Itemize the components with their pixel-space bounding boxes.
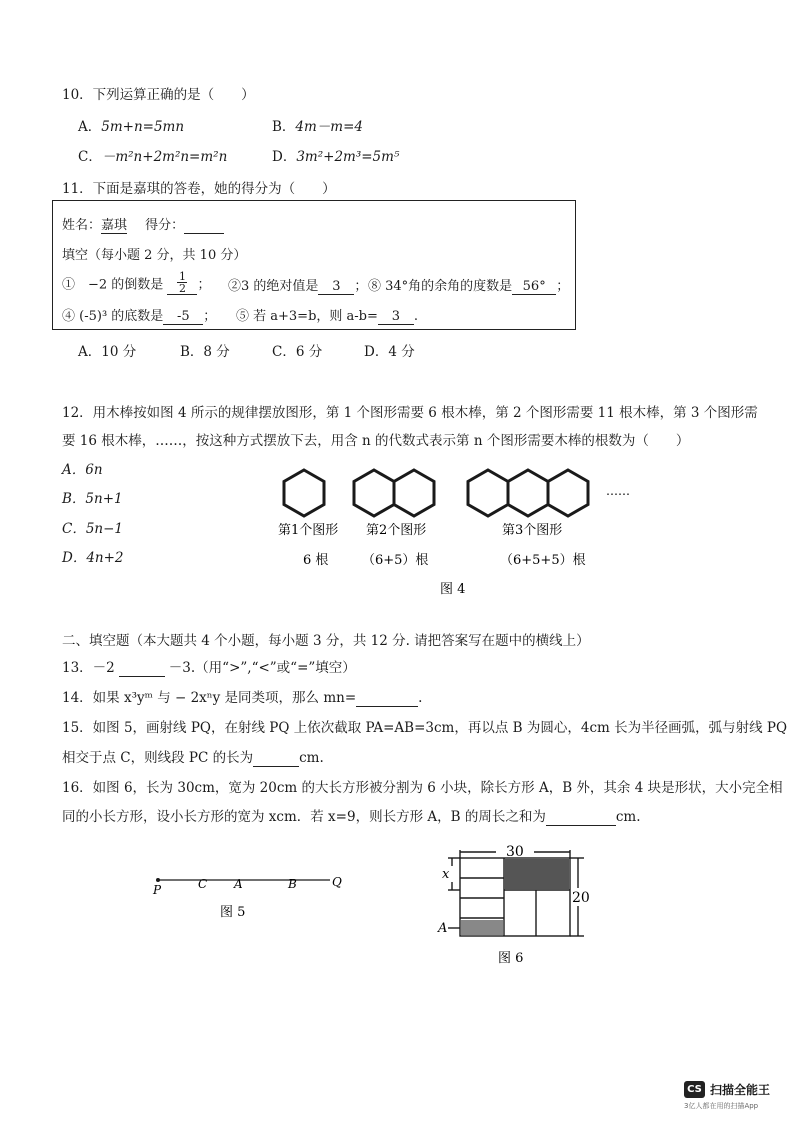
q15-blank: [253, 750, 299, 767]
rectangle-b-shaded: [504, 859, 569, 889]
q16-line-1: 16．如图 6，长为 30cm，宽为 20cm 的大长方形被分割为 6 小块，除长方形 A，B 外，其余 4 块是形状，大小完全相: [62, 780, 783, 796]
point-c-label: C: [198, 877, 208, 891]
hexagon-3c: [548, 470, 588, 516]
q10-option-d: D．3m²+2m³=5m⁵: [272, 149, 400, 165]
q16-blank: [546, 809, 616, 826]
figure-4-count-2: （6+5）根: [362, 553, 429, 568]
point-p-dot: [156, 878, 160, 882]
answer-item-4: ④ (-5)³ 的底数是 -5 ；: [62, 309, 217, 324]
point-q-label: Q: [332, 875, 342, 889]
figure-4-count-3: （6+5+5）根: [500, 553, 586, 568]
q10-option-b: B．4m－m=4: [272, 119, 364, 135]
answer-item-2: ②3 的绝对值是 3 ；: [228, 279, 368, 294]
figure-6-rectangle: [436, 838, 596, 968]
q10-option-c: C．－m²n+2m²n=m²n: [78, 149, 228, 165]
x-dimension-label: x: [442, 867, 450, 882]
q12-line-1: 12．用木棒按如图 4 所示的规律摆放图形，第 1 个图形需要 6 根木棒，第 2 个图形需要 11 根木棒，第 3 个图形需: [62, 405, 758, 421]
figure-4-caption: 图 4: [440, 582, 466, 597]
figure-4-dots: ……: [606, 484, 630, 498]
section-2-heading: 二、填空题（本大题共 4 个小题，每小题 3 分，共 12 分. 请把答案写在题中的横线上）: [62, 633, 590, 649]
hexagon-1: [284, 470, 324, 516]
point-b-label: B: [288, 877, 297, 891]
q11-option-c: C．6 分: [272, 344, 323, 360]
watermark-subtitle: 3亿人都在用的扫描App: [684, 1102, 759, 1110]
figure-4-label-2: 第2个图形: [366, 523, 427, 538]
q14: 14．如果 x³yᵐ 与 − 2xⁿy 是同类项，那么 mn= .: [62, 690, 423, 706]
q12-option-d: D．4n+2: [62, 550, 124, 566]
q12-option-c: C．5n−1: [62, 521, 124, 537]
rectangle-a-shaded: [461, 920, 503, 935]
fraction-answer: $\frac{1}{2}$: [167, 271, 197, 295]
score-blank: [184, 218, 224, 234]
figure-5-caption: 图 5: [220, 905, 246, 920]
q13: 13．－2 －3.（用“>”,“<”或“=”填空）: [62, 660, 356, 676]
figure-6-caption: 图 6: [498, 951, 524, 966]
height-dimension-label: 20: [572, 890, 590, 906]
figure-4-label-3: 第3个图形: [502, 523, 563, 538]
q16-line-2: 同的小长方形，设小长方形的宽为 xcm．若 x=9，则长方形 A，B 的周长之和为 cm.: [62, 809, 641, 825]
hexagon-3a: [468, 470, 508, 516]
answer-item-1: ① −2 的倒数是 $\frac{1}{2}$ ；: [62, 270, 211, 295]
camscanner-logo-icon: CS: [684, 1081, 705, 1098]
hexagon-2a: [354, 470, 394, 516]
point-p-label: P: [153, 883, 162, 897]
q12-line-2: 要 16 根木棒，……，按这种方式摆放下去，用含 n 的代数式表示第 n 个图形需要木棒的根数为（ ）: [62, 433, 690, 449]
figure-4-label-1: 第1个图形: [278, 523, 339, 538]
figure-5-ray: [140, 866, 360, 924]
label-a: A: [438, 921, 448, 936]
q12-option-b: B．5n+1: [62, 491, 123, 507]
q10-stem: 10．下列运算正确的是（ ）: [62, 87, 255, 103]
hexagon-2b: [394, 470, 434, 516]
watermark-brand: 扫描全能王: [710, 1083, 771, 1097]
q15-line-2: 相交于点 C，则线段 PC 的长为 cm.: [62, 750, 324, 766]
q11-option-a: A．10 分: [78, 344, 137, 360]
q12-option-a: A．6n: [62, 462, 103, 478]
hexagon-3b: [508, 470, 548, 516]
answer-item-3: ⑧ 34°角的余角的度数是 56° ；: [368, 279, 570, 294]
student-name: 嘉琪: [101, 218, 128, 233]
q11-option-d: D．4 分: [364, 344, 415, 360]
q15-line-1: 15．如图 5，画射线 PQ，在射线 PQ 上依次截取 PA=AB=3cm，再以点 B 为圆心，4cm 长为半径画弧，弧与射线 PQ: [62, 720, 788, 736]
q10-option-a: A．5m+n=5mn: [78, 119, 185, 135]
answer-sheet-section: 填空（每小题 2 分，共 10 分）: [62, 248, 247, 263]
q11-option-b: B．8 分: [180, 344, 230, 360]
q11-stem: 11．下面是嘉琪的答卷，她的得分为（ ）: [62, 181, 336, 197]
figure-4-hexagons: [270, 460, 640, 600]
width-dimension-label: 30: [506, 844, 524, 860]
point-a-label: A: [234, 877, 243, 891]
q13-blank: [119, 660, 165, 677]
figure-4-count-1: 6 根: [303, 553, 329, 568]
answer-item-5: ⑤ 若 a+3=b，则 a-b= 3 .: [236, 309, 419, 324]
answer-sheet-name-line: 姓名：嘉琪 得分：: [62, 214, 224, 234]
q14-blank: [356, 690, 418, 707]
